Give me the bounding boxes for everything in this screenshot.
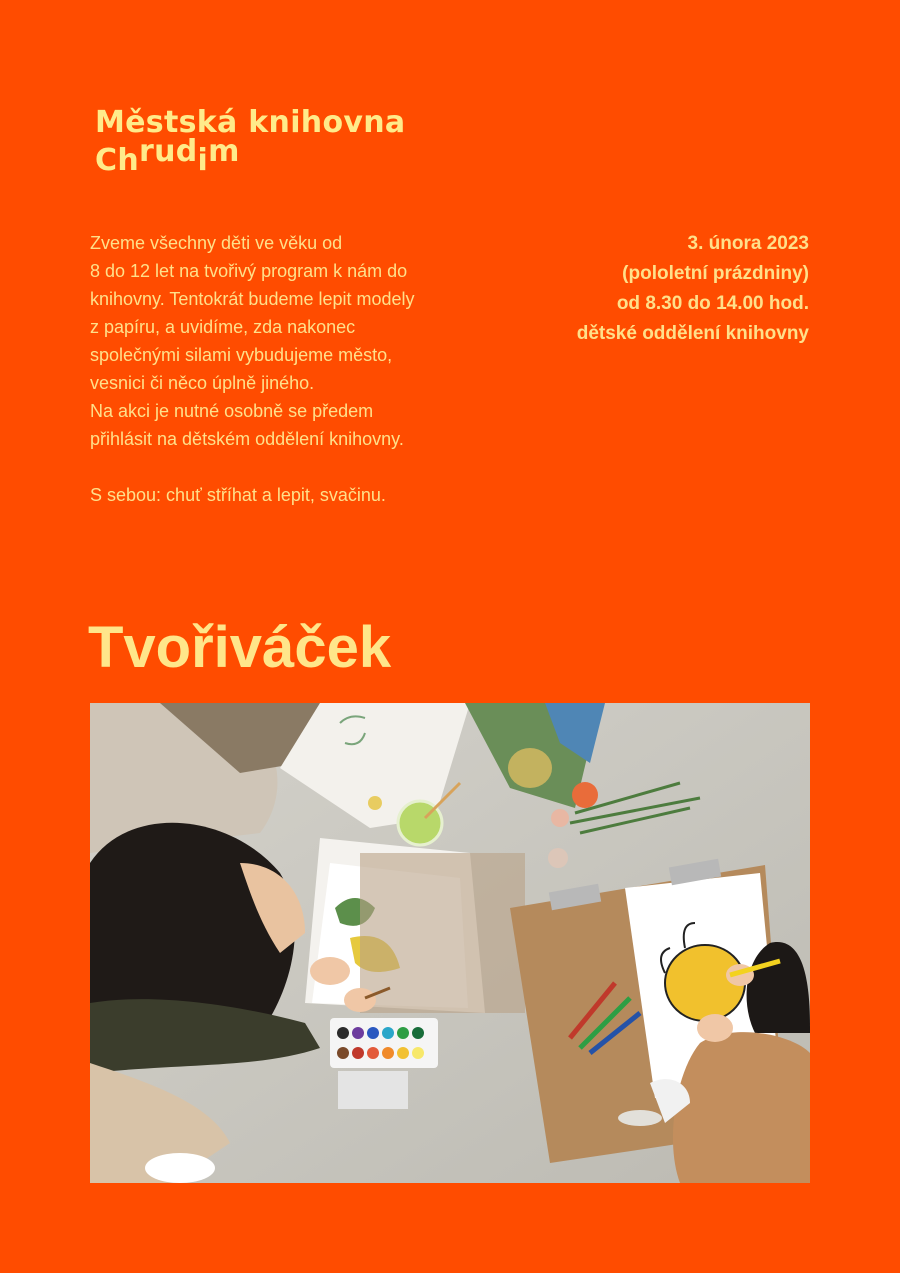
children-drawing-photo: [90, 703, 810, 1183]
intro-line: Zveme všechny děti ve věku od: [90, 233, 343, 253]
logo-letter-u: u: [154, 134, 176, 169]
logo-letter-d: d: [175, 134, 198, 169]
intro-line: z papíru, a uvidíme, zda nakonec: [90, 317, 356, 337]
logo-line-2: [95, 134, 405, 180]
event-date: 3. února 2023: [687, 233, 809, 254]
logo-letters-ch: Ch: [95, 143, 139, 178]
intro-line: společnými silami vybudujeme město,: [90, 345, 393, 365]
logo-line-1: Městská knihovna: [95, 105, 406, 140]
logo-letter-r: r: [138, 134, 155, 169]
intro-line: přihlásit na dětském oddělení knihovny.: [90, 429, 404, 449]
event-title: Tvořiváček: [88, 615, 392, 680]
event-place: dětské oddělení knihovny: [576, 323, 809, 344]
intro-line: vesnici či něco úplně jiného.: [90, 373, 315, 393]
intro-text: [90, 229, 490, 509]
logo-letter-m: m: [208, 134, 240, 169]
intro-line: Na akci je nutné osobně se předem: [90, 401, 374, 421]
intro-line: 8 do 12 let na tvořivý program k nám do: [90, 261, 408, 281]
intro-line: knihovny. Tentokrát budeme lepit modely: [90, 289, 415, 309]
event-time: od 8.30 do 14.00 hod.: [616, 293, 809, 314]
bring-along-text: S sebou: chuť stříhat a lepit, svačinu.: [90, 485, 386, 505]
library-logo: [95, 104, 405, 180]
event-info: [489, 229, 809, 349]
logo-letter-i: i: [197, 143, 209, 178]
event-note: (pololetní prázdniny): [622, 263, 809, 284]
